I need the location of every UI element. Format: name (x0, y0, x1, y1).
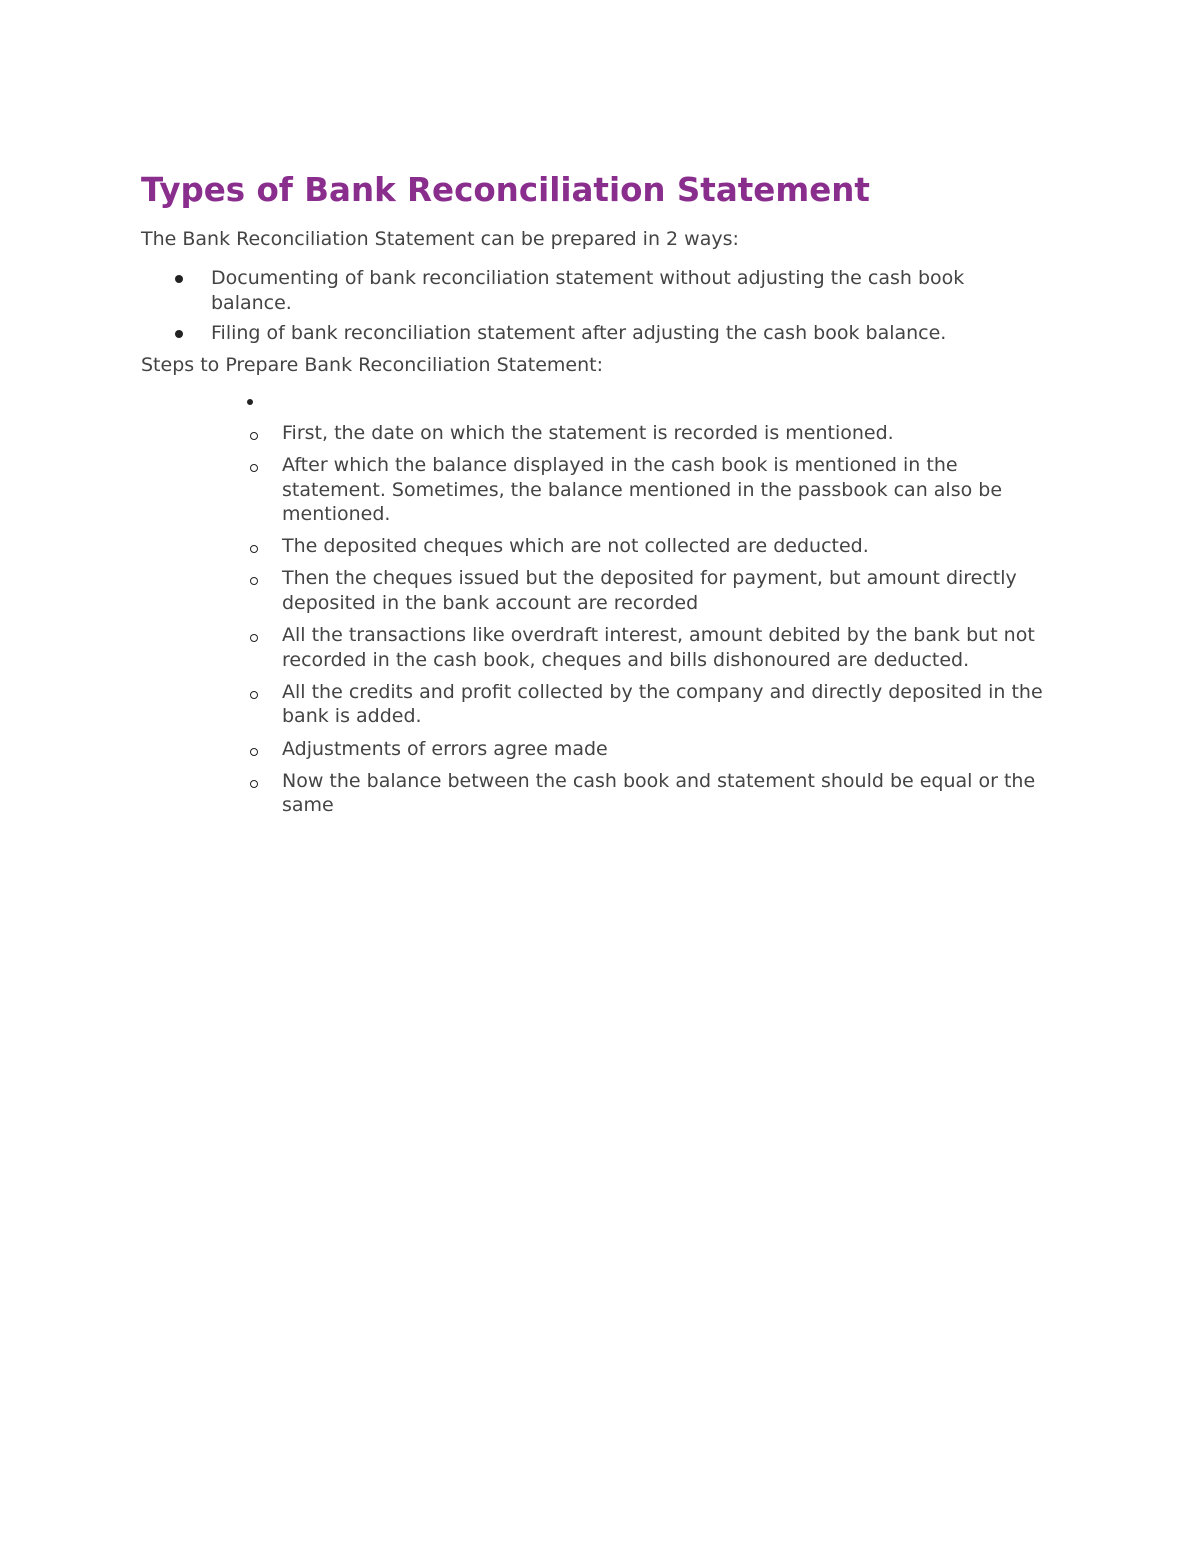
list-item (247, 534, 1067, 559)
list-item-text: The deposited cheques which are not collected are deducted. (282, 535, 869, 558)
hollow-bullet-icon (250, 748, 258, 756)
list-item-text: Adjustments of errors agree made (282, 737, 608, 760)
list-item-text: All the transactions like overdraft interest, amount debited by the bank but not recorded in the cash book, cheques and bills dishonoured are deducted. (282, 624, 1035, 671)
list-item-text: Filing of bank reconciliation statement after adjusting the cash book balance. (211, 322, 947, 344)
list-item (141, 266, 1041, 315)
list-item-text: Documenting of bank reconciliation statement without adjusting the cash book balance. (211, 267, 965, 314)
list-item-text: Now the balance between the cash book and statement should be equal or the same (282, 769, 1036, 817)
types-list (141, 266, 1041, 352)
hollow-bullet-icon (250, 464, 258, 472)
list-item-text: First, the date on which the statement is recorded is mentioned. (282, 422, 894, 444)
intro-paragraph: The Bank Reconciliation Statement can be prepared in 2 ways: (141, 228, 739, 250)
list-item (141, 321, 1041, 346)
list-item (247, 623, 1067, 672)
hollow-bullet-icon (250, 780, 258, 788)
bullet-icon (175, 330, 183, 338)
hollow-bullet-icon (250, 577, 258, 585)
steps-heading: Steps to Prepare Bank Reconciliation Statement: (141, 354, 604, 376)
list-item-text: Then the cheques issued but the deposited for payment, but amount directly deposited in the bank account are recorded (282, 567, 1017, 615)
page-title: Types of Bank Reconciliation Statement (141, 171, 870, 209)
list-item-text: After which the balance displayed in the cash book is mentioned in the statement. Sometimes, the balance mentioned in the passbook can also be mentioned. (282, 454, 1003, 526)
list-item (247, 737, 1067, 762)
steps-list (247, 421, 1067, 825)
list-item (247, 769, 1067, 818)
hollow-bullet-icon (250, 634, 258, 642)
hollow-bullet-icon (250, 545, 258, 553)
bullet-icon (175, 275, 183, 283)
list-item (247, 566, 1067, 615)
empty-bullet-icon (247, 399, 253, 405)
list-item (247, 421, 1067, 446)
list-item-text: All the credits and profit collected by the company and directly deposited in the bank is added. (282, 680, 1043, 728)
list-item (247, 453, 1067, 527)
hollow-bullet-icon (250, 432, 258, 440)
hollow-bullet-icon (250, 691, 258, 699)
list-item (247, 680, 1067, 729)
